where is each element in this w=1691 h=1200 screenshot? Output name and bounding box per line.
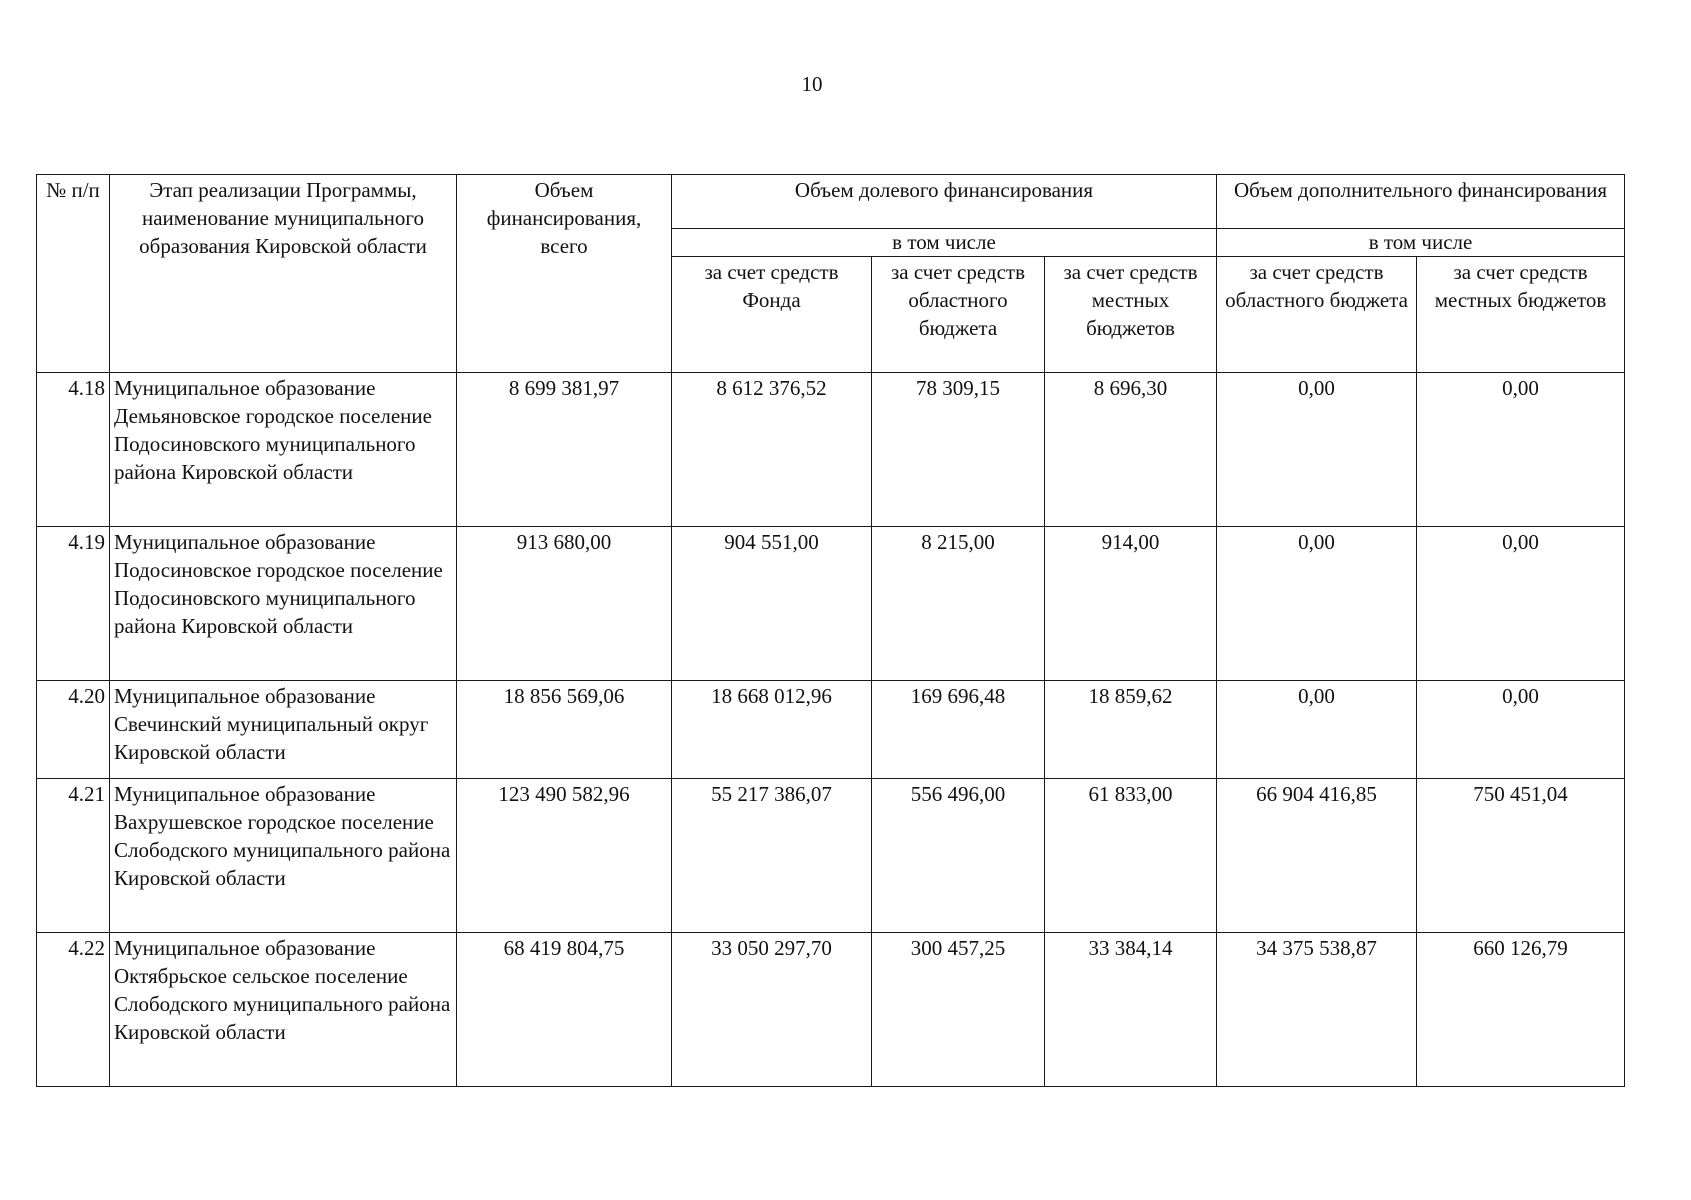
header-num: № п/п xyxy=(37,175,110,373)
row-regional: 556 496,00 xyxy=(872,779,1045,933)
row-additional-regional: 0,00 xyxy=(1217,373,1417,527)
row-local: 33 384,14 xyxy=(1045,933,1217,1087)
row-number: 4.22 xyxy=(37,933,110,1087)
page-number: 10 xyxy=(801,72,823,96)
row-local: 61 833,00 xyxy=(1045,779,1217,933)
header-shared-fund: за счет средств Фонда xyxy=(672,257,872,373)
row-total: 123 490 582,96 xyxy=(457,779,672,933)
header-shared-regional: за счет средств областного бюджета xyxy=(872,257,1045,373)
table-row xyxy=(37,527,1625,681)
financing-table xyxy=(36,174,1625,1087)
row-number: 4.21 xyxy=(37,779,110,933)
row-name: Муниципальное образование Вахрушевское городское поселение Слободского муниципального района Кировской области xyxy=(110,779,457,933)
row-name: Муниципальное образование Октябрьское сельское поселение Слободского муниципального района Кировской области xyxy=(110,933,457,1087)
row-regional: 300 457,25 xyxy=(872,933,1045,1087)
row-additional-regional: 34 375 538,87 xyxy=(1217,933,1417,1087)
row-additional-regional: 0,00 xyxy=(1217,527,1417,681)
row-number: 4.19 xyxy=(37,527,110,681)
row-fund: 18 668 012,96 xyxy=(672,681,872,779)
table-row xyxy=(37,681,1625,779)
header-additional-local: за счет средств местных бюджетов xyxy=(1417,257,1625,373)
row-regional: 78 309,15 xyxy=(872,373,1045,527)
header-additional-regional: за счет средств областного бюджета xyxy=(1217,257,1417,373)
table-row xyxy=(37,779,1625,933)
row-local: 914,00 xyxy=(1045,527,1217,681)
row-total: 913 680,00 xyxy=(457,527,672,681)
row-fund: 904 551,00 xyxy=(672,527,872,681)
row-number: 4.18 xyxy=(37,373,110,527)
row-regional: 169 696,48 xyxy=(872,681,1045,779)
header-shared-group: Объем долевого финансирования xyxy=(672,175,1217,229)
header-additional-including: в том числе xyxy=(1217,229,1625,257)
row-name: Муниципальное образование Демьяновское городское поселение Подосиновского муниципального района Кировской области xyxy=(110,373,457,527)
row-number: 4.20 xyxy=(37,681,110,779)
header-shared-including: в том числе xyxy=(672,229,1217,257)
row-additional-local: 0,00 xyxy=(1417,373,1625,527)
row-fund: 8 612 376,52 xyxy=(672,373,872,527)
row-name: Муниципальное образование Свечинский муниципальный округ Кировской области xyxy=(110,681,457,779)
header-total: Объем финансирования, всего xyxy=(457,175,672,373)
row-total: 18 856 569,06 xyxy=(457,681,672,779)
header-stage: Этап реализации Программы, наименование муниципального образования Кировской области xyxy=(110,175,457,373)
row-total: 68 419 804,75 xyxy=(457,933,672,1087)
row-total: 8 699 381,97 xyxy=(457,373,672,527)
row-additional-local: 660 126,79 xyxy=(1417,933,1625,1087)
row-local: 18 859,62 xyxy=(1045,681,1217,779)
row-regional: 8 215,00 xyxy=(872,527,1045,681)
row-additional-regional: 66 904 416,85 xyxy=(1217,779,1417,933)
row-local: 8 696,30 xyxy=(1045,373,1217,527)
table-row xyxy=(37,373,1625,527)
header-shared-local: за счет средств местных бюджетов xyxy=(1045,257,1217,373)
header-additional-group: Объем дополнительного финансирования xyxy=(1217,175,1625,229)
row-name: Муниципальное образование Подосиновское городское поселение Подосиновского муниципального района Кировской области xyxy=(110,527,457,681)
row-fund: 33 050 297,70 xyxy=(672,933,872,1087)
row-additional-local: 0,00 xyxy=(1417,527,1625,681)
table-row xyxy=(37,933,1625,1087)
row-fund: 55 217 386,07 xyxy=(672,779,872,933)
row-additional-local: 0,00 xyxy=(1417,681,1625,779)
row-additional-local: 750 451,04 xyxy=(1417,779,1625,933)
row-additional-regional: 0,00 xyxy=(1217,681,1417,779)
